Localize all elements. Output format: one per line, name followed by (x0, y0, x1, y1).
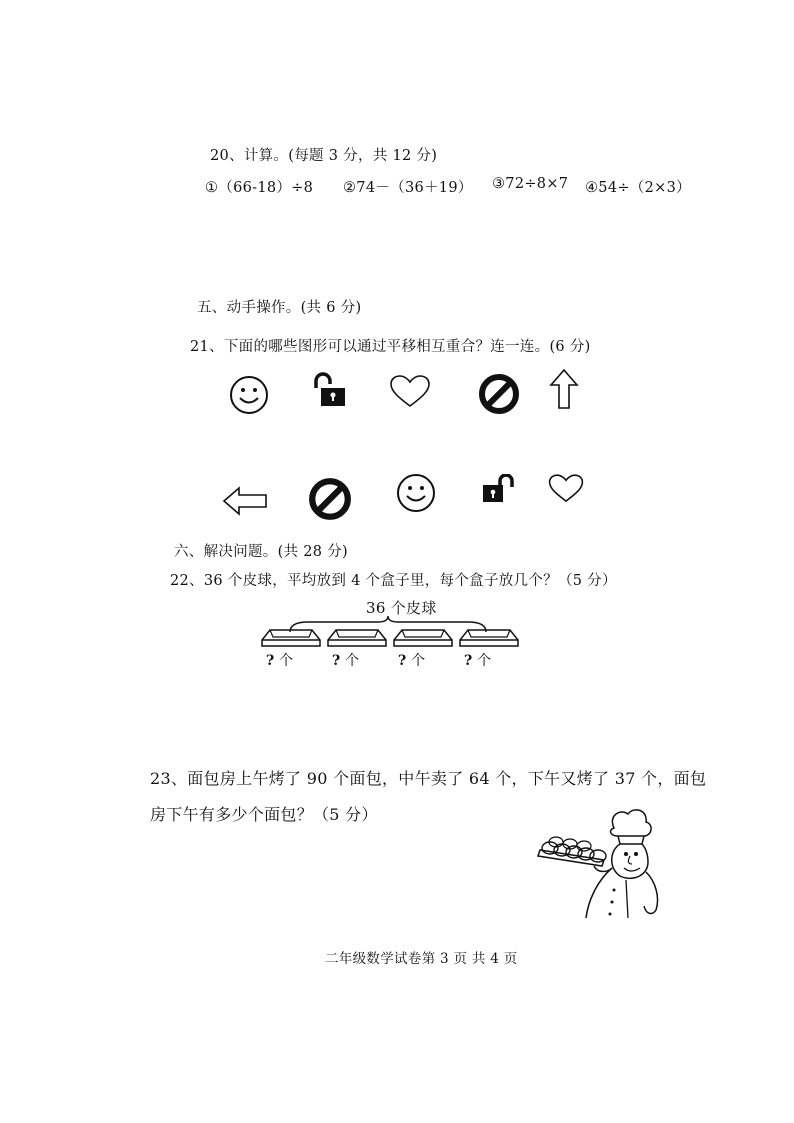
smiley-icon (395, 472, 437, 514)
section5-title: 五、动手操作。(共 6 分) (197, 300, 362, 316)
unit-label: 个 (477, 653, 492, 669)
unlocked-padlock-icon (310, 370, 350, 410)
unit-label: 个 (411, 653, 426, 669)
question-mark: ? (266, 653, 275, 669)
heart-icon (547, 472, 585, 506)
no-sign-icon (477, 372, 521, 416)
left-arrow-icon (222, 486, 268, 516)
q20-item-4: ④54÷（2×3） (585, 180, 691, 196)
q23-line-1: 23、面包房上午烤了 90 个面包，中午卖了 64 个，下午又烤了 37 个，面包 (150, 769, 707, 788)
q20-title: 20、计算。(每题 3 分，共 12 分) (210, 148, 438, 164)
brace-label: 36 个皮球 (366, 599, 437, 617)
box-quantity (464, 650, 491, 670)
box-quantity (332, 650, 359, 670)
question-mark: ? (464, 653, 473, 669)
q20-item-1: ①（66-18）÷8 (205, 180, 314, 196)
question-mark: ? (398, 653, 407, 669)
box-icon (326, 628, 388, 648)
baker-illustration (536, 806, 662, 920)
q21-title: 21、下面的哪些图形可以通过平移相互重合？连一连。(6 分) (190, 339, 591, 355)
box-quantity (266, 650, 293, 670)
question-mark: ? (332, 653, 341, 669)
unit-label: 个 (279, 653, 294, 669)
up-arrow-icon (549, 368, 579, 410)
box-quantity (398, 650, 425, 670)
q20-item-2: ②74－（36＋19） (343, 180, 473, 196)
smiley-icon (228, 374, 270, 416)
section6-title: 六、解决问题。(共 28 分) (174, 544, 348, 560)
unit-label: 个 (345, 653, 360, 669)
box-icon (260, 628, 322, 648)
q23-line-2: 房下午有多少个面包？（5 分） (150, 805, 378, 824)
page-footer: 二年级数学试卷第 3 页 共 4 页 (325, 951, 518, 967)
no-sign-icon (307, 476, 353, 522)
q20-item-3: ③72÷8×7 (492, 176, 569, 192)
q22-title: 22、36 个皮球，平均放到 4 个盒子里，每个盒子放几个？（5 分） (170, 573, 617, 589)
box-icon (392, 628, 454, 648)
heart-icon (388, 374, 432, 410)
unlocked-padlock-icon (480, 474, 522, 506)
box-icon (458, 628, 520, 648)
